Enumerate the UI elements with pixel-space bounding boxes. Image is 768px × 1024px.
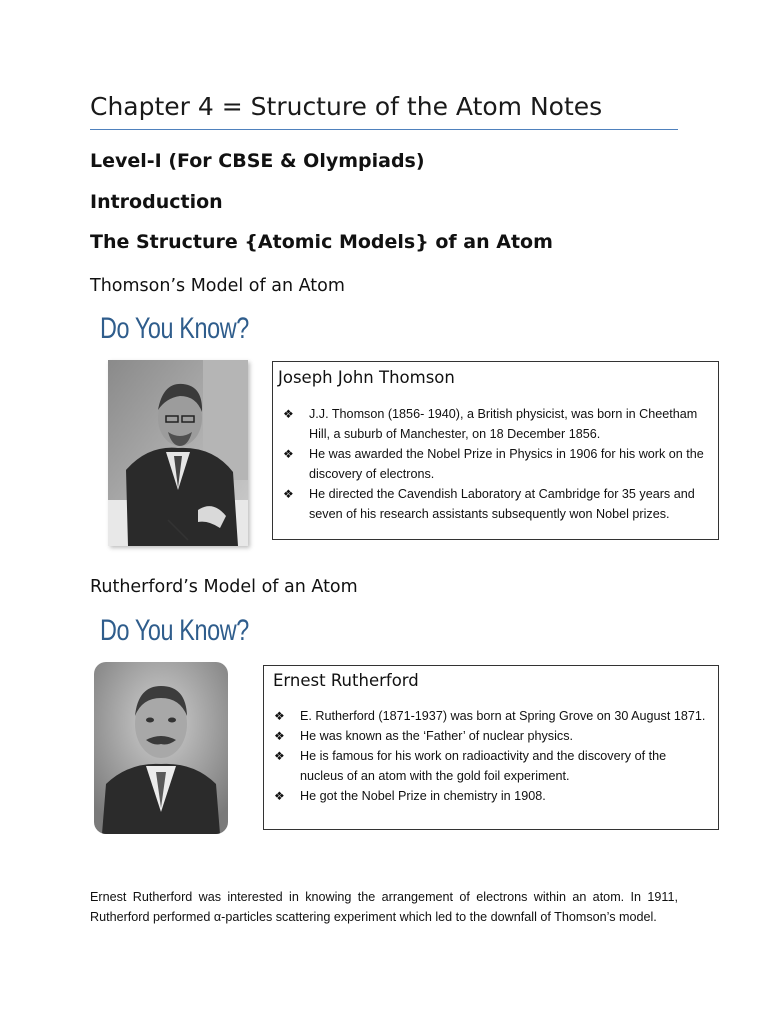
list-item: ❖ He is famous for his work on radioactivity and the discovery of the nucleus of an atom with the gold foil experiment. [272,746,712,786]
diamond-bullet-icon: ❖ [283,447,294,461]
list-item: ❖ He was known as the ‘Father’ of nuclear physics. [272,726,712,746]
diamond-bullet-icon: ❖ [274,789,285,803]
thomson-heading: Thomson’s Model of an Atom [90,276,345,296]
rutherford-facts-list [272,706,712,806]
introduction-heading: Introduction [90,191,223,213]
rutherford-portrait [94,662,228,834]
thomson-do-you-know-banner: Do You Know? [100,312,249,345]
list-item: ❖ He directed the Cavendish Laboratory at Cambridge for 35 years and seven of his research assistants subsequently won Nobel prizes. [281,484,711,524]
list-item: ❖ He got the Nobel Prize in chemistry in 1908. [272,786,712,806]
title-underline [90,129,678,130]
thomson-facts-list [281,404,711,524]
rutherford-box-title: Ernest Rutherford [273,671,419,690]
diamond-bullet-icon: ❖ [283,487,294,501]
diamond-bullet-icon: ❖ [274,749,285,763]
level-heading: Level-I (For CBSE & Olympiads) [90,150,425,172]
thomson-portrait [108,360,248,546]
page-title: Chapter 4 = Structure of the Atom Notes [90,92,603,121]
diamond-bullet-icon: ❖ [283,407,294,421]
rutherford-do-you-know-banner: Do You Know? [100,614,249,647]
rutherford-paragraph: Ernest Rutherford was interested in knowing the arrangement of electrons within an atom. In 1911, Rutherford performed α-particles scattering experiment which led to the downfall of Thomson’s model. [90,890,678,924]
diamond-bullet-icon: ❖ [274,709,285,723]
list-item: ❖ E. Rutherford (1871-1937) was born at Spring Grove on 30 August 1871. [272,706,712,726]
structure-heading: The Structure {Atomic Models} of an Atom [90,231,553,253]
thomson-info-box [272,361,719,540]
list-item: ❖ J.J. Thomson (1856- 1940), a British physicist, was born in Cheetham Hill, a suburb of Manchester, on 18 December 1856. [281,404,711,444]
rutherford-heading: Rutherford’s Model of an Atom [90,577,358,597]
diamond-bullet-icon: ❖ [274,729,285,743]
thomson-box-title: Joseph John Thomson [278,368,455,387]
rutherford-info-box [263,665,719,830]
list-item: ❖ He was awarded the Nobel Prize in Physics in 1906 for his work on the discovery of electrons. [281,444,711,484]
